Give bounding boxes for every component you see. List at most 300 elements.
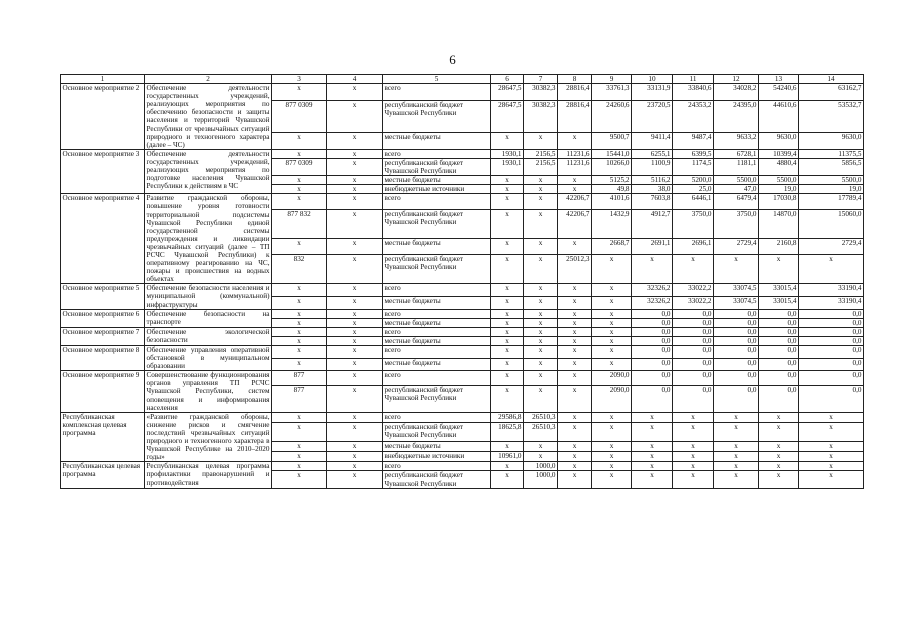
amount-cell: x — [673, 442, 714, 452]
amount-cell: 0,0 — [714, 336, 759, 345]
amount-cell: x — [592, 336, 632, 345]
budget-code-cell: x — [327, 358, 383, 371]
budget-code-cell: x — [327, 371, 383, 385]
amount-cell: x — [759, 462, 799, 471]
amount-cell: x — [491, 385, 524, 412]
amount-cell: x — [524, 442, 558, 452]
amount-cell: x — [759, 452, 799, 462]
amount-cell: 0,0 — [632, 385, 673, 412]
amount-cell: 32326,2 — [632, 284, 673, 297]
amount-cell: 26510,3 — [524, 422, 558, 441]
amount-cell: x — [524, 296, 558, 309]
amount-cell: x — [592, 358, 632, 371]
amount-cell: x — [491, 254, 524, 283]
executor-code-cell: x — [272, 442, 327, 452]
amount-cell: 2729,4 — [799, 239, 864, 255]
amount-cell: x — [592, 284, 632, 297]
amount-cell: x — [524, 254, 558, 283]
budget-code-cell: x — [327, 422, 383, 441]
table-row — [61, 84, 864, 101]
executor-code-cell: x — [272, 318, 327, 327]
column-number: 2 — [145, 75, 272, 84]
page-number: 6 — [449, 52, 456, 67]
funding-source-cell: всего — [383, 412, 491, 422]
executor-code-cell: x — [272, 194, 327, 210]
amount-cell: 0,0 — [714, 358, 759, 371]
amount-cell: x — [632, 254, 673, 283]
executor-code-cell: x — [272, 284, 327, 297]
amount-cell: 1100,9 — [632, 158, 673, 175]
amount-cell: x — [558, 422, 592, 441]
amount-cell: x — [558, 309, 592, 318]
budget-code-cell: x — [327, 100, 383, 132]
funding-source-cell: внебюджетные источники — [383, 452, 491, 462]
amount-cell: x — [524, 176, 558, 185]
funding-source-cell: республиканский бюджет Чувашской Республики — [383, 100, 491, 132]
amount-cell: 0,0 — [673, 346, 714, 359]
funding-source-cell: всего — [383, 84, 491, 101]
amount-cell: 25,0 — [673, 185, 714, 194]
amount-cell: x — [558, 371, 592, 385]
amount-cell: x — [524, 185, 558, 194]
funding-source-cell: местные бюджеты — [383, 296, 491, 309]
amount-cell: 2156,5 — [524, 149, 558, 158]
amount-cell: 0,0 — [799, 336, 864, 345]
amount-cell: x — [592, 346, 632, 359]
amount-cell: x — [759, 412, 799, 422]
table-row — [61, 149, 864, 158]
amount-cell: 0,0 — [673, 371, 714, 385]
amount-cell: 28647,5 — [491, 100, 524, 132]
column-number: 1 — [61, 75, 145, 84]
column-number: 4 — [327, 75, 383, 84]
amount-cell: 0,0 — [714, 385, 759, 412]
amount-cell: 7603,8 — [632, 194, 673, 210]
amount-cell: x — [592, 254, 632, 283]
amount-cell: 10266,0 — [592, 158, 632, 175]
amount-cell: 0,0 — [673, 327, 714, 336]
budget-code-cell: x — [327, 442, 383, 452]
amount-cell: 0,0 — [673, 358, 714, 371]
amount-cell: x — [558, 318, 592, 327]
amount-cell: 29586,8 — [491, 412, 524, 422]
amount-cell: x — [759, 471, 799, 488]
amount-cell: x — [524, 346, 558, 359]
amount-cell: x — [592, 296, 632, 309]
amount-cell: x — [491, 185, 524, 194]
budget-code-cell: x — [327, 309, 383, 318]
program-element-cell: Основное мероприятие 2 — [61, 84, 145, 150]
amount-cell: x — [799, 254, 864, 283]
amount-cell: 2156,5 — [524, 158, 558, 175]
amount-cell: x — [799, 412, 864, 422]
executor-code-cell: x — [272, 239, 327, 255]
executor-code-cell: x — [272, 452, 327, 462]
amount-cell: 32326,2 — [632, 296, 673, 309]
amount-cell: 9411,4 — [632, 132, 673, 149]
amount-cell: 0,0 — [632, 309, 673, 318]
amount-cell: 1432,9 — [592, 209, 632, 238]
amount-cell: x — [673, 452, 714, 462]
amount-cell: x — [524, 284, 558, 297]
funding-source-cell: местные бюджеты — [383, 176, 491, 185]
amount-cell: 3750,0 — [673, 209, 714, 238]
amount-cell: 25012,3 — [558, 254, 592, 283]
amount-cell: x — [799, 422, 864, 441]
measure-title-cell: Развитие гражданской обороны, повышение уровня готовности территориальной подсистемы Чувашской Республики единой государственной системы предупреждения и ликвидации чрезвычайных ситуаций (далее – ТП РСЧС Чувашской Республики) к оперативному реагированию на ЧС, пожары и происшествия на водных объектах — [146, 194, 270, 284]
amount-cell: x — [558, 296, 592, 309]
amount-cell: x — [491, 346, 524, 359]
amount-cell: x — [491, 309, 524, 318]
column-number: 3 — [272, 75, 327, 84]
amount-cell: 10399,4 — [759, 149, 799, 158]
measure-title-cell: «Развитие гражданской обороны, снижение рисков и смягчение последствий чрезвычайных ситуаций природного и техногенного характера в Чувашской Республике на 2010–2020 годы» — [146, 412, 270, 462]
budget-code-cell: x — [327, 462, 383, 471]
amount-cell: 24395,0 — [714, 100, 759, 132]
amount-cell: 47,0 — [714, 185, 759, 194]
executor-code-cell: x — [272, 176, 327, 185]
amount-cell: 5500,0 — [799, 176, 864, 185]
amount-cell: 0,0 — [673, 318, 714, 327]
amount-cell: x — [524, 309, 558, 318]
amount-cell: x — [491, 318, 524, 327]
amount-cell: x — [558, 471, 592, 488]
amount-cell: 9630,0 — [799, 132, 864, 149]
table-row — [61, 462, 864, 471]
amount-cell: 5500,0 — [759, 176, 799, 185]
amount-cell: 2160,8 — [759, 239, 799, 255]
amount-cell: 9487,4 — [673, 132, 714, 149]
amount-cell: 0,0 — [759, 346, 799, 359]
funding-source-cell: республиканский бюджет Чувашской Республики — [383, 158, 491, 175]
amount-cell: 30382,3 — [524, 84, 558, 101]
amount-cell: 1000,0 — [524, 471, 558, 488]
amount-cell: 0,0 — [632, 358, 673, 371]
funding-source-cell: всего — [383, 284, 491, 297]
amount-cell: 0,0 — [759, 309, 799, 318]
measure-title-cell: Обеспечение безопасности населения и муниципальной (коммунальной) инфраструктуры — [146, 284, 270, 309]
measure-title-cell: Обеспечение экологической безопасности — [146, 327, 270, 344]
amount-cell: 0,0 — [632, 327, 673, 336]
amount-cell: x — [673, 462, 714, 471]
amount-cell: x — [714, 254, 759, 283]
amount-cell: 33015,4 — [759, 296, 799, 309]
amount-cell: 9633,2 — [714, 132, 759, 149]
amount-cell: 2729,4 — [714, 239, 759, 255]
amount-cell: x — [524, 239, 558, 255]
executor-code-cell: 877 0309 — [272, 100, 327, 132]
amount-cell: x — [491, 442, 524, 452]
amount-cell: 10961,0 — [491, 452, 524, 462]
amount-cell: x — [491, 194, 524, 210]
executor-code-cell: x — [272, 327, 327, 336]
amount-cell: 0,0 — [632, 346, 673, 359]
amount-cell: 2696,1 — [673, 239, 714, 255]
amount-cell: x — [799, 462, 864, 471]
amount-cell: 11231,6 — [558, 158, 592, 175]
amount-cell: x — [592, 452, 632, 462]
amount-cell: 0,0 — [799, 358, 864, 371]
amount-cell: x — [491, 371, 524, 385]
amount-cell: 2090,0 — [592, 385, 632, 412]
table-row — [61, 309, 864, 318]
executor-code-cell: x — [272, 462, 327, 471]
amount-cell: 38,0 — [632, 185, 673, 194]
amount-cell: 4912,7 — [632, 209, 673, 238]
amount-cell: 49,8 — [592, 185, 632, 194]
budget-code-cell: x — [327, 194, 383, 210]
program-element-cell: Основное мероприятие 8 — [61, 346, 145, 371]
amount-cell: x — [491, 284, 524, 297]
amount-cell: x — [558, 358, 592, 371]
column-number: 10 — [632, 75, 673, 84]
amount-cell: 0,0 — [799, 327, 864, 336]
amount-cell: x — [558, 176, 592, 185]
funding-source-cell: республиканский бюджет Чувашской Республики — [383, 385, 491, 412]
amount-cell: x — [558, 239, 592, 255]
funding-source-cell: внебюджетные источники — [383, 185, 491, 194]
amount-cell: 9500,7 — [592, 132, 632, 149]
funding-source-cell: всего — [383, 149, 491, 158]
executor-code-cell: 877 0309 — [272, 158, 327, 175]
program-element-cell: Республиканская комплексная целевая программа — [61, 412, 145, 462]
amount-cell: x — [491, 132, 524, 149]
amount-cell: x — [632, 412, 673, 422]
amount-cell: 0,0 — [799, 385, 864, 412]
table-row — [61, 371, 864, 385]
amount-cell: 24353,2 — [673, 100, 714, 132]
amount-cell: 0,0 — [673, 385, 714, 412]
amount-cell: 0,0 — [759, 327, 799, 336]
funding-source-cell: всего — [383, 462, 491, 471]
amount-cell: x — [799, 442, 864, 452]
amount-cell: x — [714, 442, 759, 452]
budget-code-cell: x — [327, 176, 383, 185]
table-row — [61, 346, 864, 359]
amount-cell: x — [558, 284, 592, 297]
amount-cell: 6728,1 — [714, 149, 759, 158]
amount-cell: x — [558, 132, 592, 149]
amount-cell: x — [491, 462, 524, 471]
amount-cell: x — [632, 422, 673, 441]
amount-cell: x — [558, 327, 592, 336]
amount-cell: 28816,4 — [558, 84, 592, 101]
program-element-cell: Основное мероприятие 4 — [61, 194, 145, 284]
amount-cell: x — [558, 442, 592, 452]
executor-code-cell: x — [272, 149, 327, 158]
executor-code-cell: x — [272, 132, 327, 149]
measure-title-cell: Обеспечение безопасности на транспорте — [146, 309, 270, 326]
budget-code-cell: x — [327, 254, 383, 283]
amount-cell: x — [491, 471, 524, 488]
executor-code-cell: x — [272, 84, 327, 101]
budget-code-cell: x — [327, 385, 383, 412]
amount-cell: x — [759, 254, 799, 283]
amount-cell: 30382,3 — [524, 100, 558, 132]
table-row — [61, 412, 864, 422]
amount-cell: x — [491, 327, 524, 336]
amount-cell: x — [491, 336, 524, 345]
amount-cell: 0,0 — [759, 336, 799, 345]
budget-code-cell: x — [327, 296, 383, 309]
amount-cell: x — [592, 442, 632, 452]
amount-cell: 2691,1 — [632, 239, 673, 255]
amount-cell: x — [524, 358, 558, 371]
amount-cell: 0,0 — [673, 309, 714, 318]
amount-cell: 33131,9 — [632, 84, 673, 101]
measure-title-cell: Совершенствование функционирования органов управления ТП РСЧС Чувашской Республики, систем оповещения и информирования населения — [146, 371, 270, 412]
column-number: 11 — [673, 75, 714, 84]
program-element-cell: Основное мероприятие 9 — [61, 371, 145, 412]
funding-source-cell: республиканский бюджет Чувашской Республики — [383, 254, 491, 283]
amount-cell: 18625,8 — [491, 422, 524, 441]
amount-cell: x — [632, 471, 673, 488]
column-number: 13 — [759, 75, 799, 84]
amount-cell: 4880,4 — [759, 158, 799, 175]
amount-cell: x — [759, 422, 799, 441]
amount-cell: 0,0 — [632, 336, 673, 345]
budget-code-cell: x — [327, 158, 383, 175]
amount-cell: x — [714, 462, 759, 471]
amount-cell: 0,0 — [632, 318, 673, 327]
amount-cell: 11231,6 — [558, 149, 592, 158]
column-number: 5 — [383, 75, 491, 84]
executor-code-cell: x — [272, 422, 327, 441]
budget-code-cell: x — [327, 239, 383, 255]
amount-cell: x — [524, 209, 558, 238]
budget-code-cell: x — [327, 452, 383, 462]
amount-cell: x — [491, 176, 524, 185]
amount-cell: 5125,2 — [592, 176, 632, 185]
amount-cell: x — [558, 462, 592, 471]
column-number: 9 — [592, 75, 632, 84]
amount-cell: 24260,6 — [592, 100, 632, 132]
amount-cell: 0,0 — [714, 371, 759, 385]
measure-title-cell: Республиканская целевая программа профилактики правонарушений и противодействия — [146, 462, 270, 487]
funding-source-cell: всего — [383, 309, 491, 318]
executor-code-cell: x — [272, 336, 327, 345]
amount-cell: 1181,1 — [714, 158, 759, 175]
budget-code-cell: x — [327, 84, 383, 101]
executor-code-cell: 877 — [272, 371, 327, 385]
amount-cell: x — [558, 452, 592, 462]
column-number: 8 — [558, 75, 592, 84]
funding-source-cell: местные бюджеты — [383, 442, 491, 452]
amount-cell: 0,0 — [714, 346, 759, 359]
amount-cell: 5116,2 — [632, 176, 673, 185]
funding-source-cell: местные бюджеты — [383, 358, 491, 371]
amount-cell: 17789,4 — [799, 194, 864, 210]
funding-source-cell: республиканский бюджет Чувашской Республики — [383, 422, 491, 441]
amount-cell: x — [673, 471, 714, 488]
amount-cell: 6479,4 — [714, 194, 759, 210]
amount-cell: 44610,6 — [759, 100, 799, 132]
amount-cell: x — [524, 385, 558, 412]
funding-source-cell: всего — [383, 327, 491, 336]
budget-code-cell: x — [327, 336, 383, 345]
amount-cell: 0,0 — [714, 318, 759, 327]
amount-cell: x — [524, 327, 558, 336]
executor-code-cell: x — [272, 309, 327, 318]
amount-cell: x — [592, 318, 632, 327]
amount-cell: 33015,4 — [759, 284, 799, 297]
amount-cell: x — [524, 194, 558, 210]
funding-source-cell: местные бюджеты — [383, 318, 491, 327]
table-row — [61, 194, 864, 210]
amount-cell: 33761,3 — [592, 84, 632, 101]
amount-cell: 33190,4 — [799, 284, 864, 297]
budget-code-cell: x — [327, 318, 383, 327]
amount-cell: 0,0 — [799, 346, 864, 359]
budget-code-cell: x — [327, 412, 383, 422]
executor-code-cell: x — [272, 412, 327, 422]
amount-cell: x — [491, 358, 524, 371]
amount-cell: 0,0 — [799, 309, 864, 318]
amount-cell: 0,0 — [673, 336, 714, 345]
amount-cell: 53532,7 — [799, 100, 864, 132]
amount-cell: 1930,1 — [491, 158, 524, 175]
amount-cell: 23720,5 — [632, 100, 673, 132]
executor-code-cell: x — [272, 471, 327, 488]
amount-cell: 63162,7 — [799, 84, 864, 101]
amount-cell: x — [558, 336, 592, 345]
budget-code-cell: x — [327, 209, 383, 238]
amount-cell: 33840,6 — [673, 84, 714, 101]
program-element-cell: Основное мероприятие 3 — [61, 149, 145, 193]
amount-cell: 1000,0 — [524, 462, 558, 471]
amount-cell: 6446,1 — [673, 194, 714, 210]
measure-title-cell: Обеспечение деятельности государственных учреждений, реализующих мероприятия по обеспечению безопасности и защиты населения и территорий Чувашской Республики от чрезвычайных ситуаций природного и техногенного характера (далее – ЧС) — [146, 84, 270, 149]
amount-cell: 15441,0 — [592, 149, 632, 158]
amount-cell: x — [558, 185, 592, 194]
amount-cell: 0,0 — [799, 318, 864, 327]
funding-source-cell: местные бюджеты — [383, 132, 491, 149]
amount-cell: x — [524, 318, 558, 327]
budget-code-cell: x — [327, 149, 383, 158]
amount-cell: x — [632, 452, 673, 462]
amount-cell: 33022,2 — [673, 284, 714, 297]
amount-cell: x — [714, 412, 759, 422]
amount-cell: 54240,6 — [759, 84, 799, 101]
amount-cell: 0,0 — [759, 385, 799, 412]
executor-code-cell: 832 — [272, 254, 327, 283]
financing-table — [60, 74, 864, 489]
funding-source-cell: республиканский бюджет Чувашской Республики — [383, 209, 491, 238]
amount-cell: x — [592, 462, 632, 471]
amount-cell: 2668,7 — [592, 239, 632, 255]
amount-cell: 6399,5 — [673, 149, 714, 158]
column-number: 7 — [524, 75, 558, 84]
amount-cell: 14870,0 — [759, 209, 799, 238]
amount-cell: 19,0 — [799, 185, 864, 194]
budget-code-cell: x — [327, 471, 383, 488]
measure-title-cell: Обеспечение управления оперативной обстановкой в муниципальном образовании — [146, 346, 270, 371]
amount-cell: x — [524, 336, 558, 345]
amount-cell: 0,0 — [759, 358, 799, 371]
amount-cell: x — [592, 309, 632, 318]
budget-code-cell: x — [327, 346, 383, 359]
program-element-cell: Основное мероприятие 7 — [61, 327, 145, 345]
funding-source-cell: всего — [383, 346, 491, 359]
amount-cell: 42206,7 — [558, 194, 592, 210]
amount-cell: x — [714, 452, 759, 462]
amount-cell: x — [592, 471, 632, 488]
funding-source-cell: республиканский бюджет Чувашской Республики — [383, 471, 491, 488]
amount-cell: x — [714, 471, 759, 488]
budget-code-cell: x — [327, 284, 383, 297]
amount-cell: x — [491, 239, 524, 255]
amount-cell: x — [799, 471, 864, 488]
